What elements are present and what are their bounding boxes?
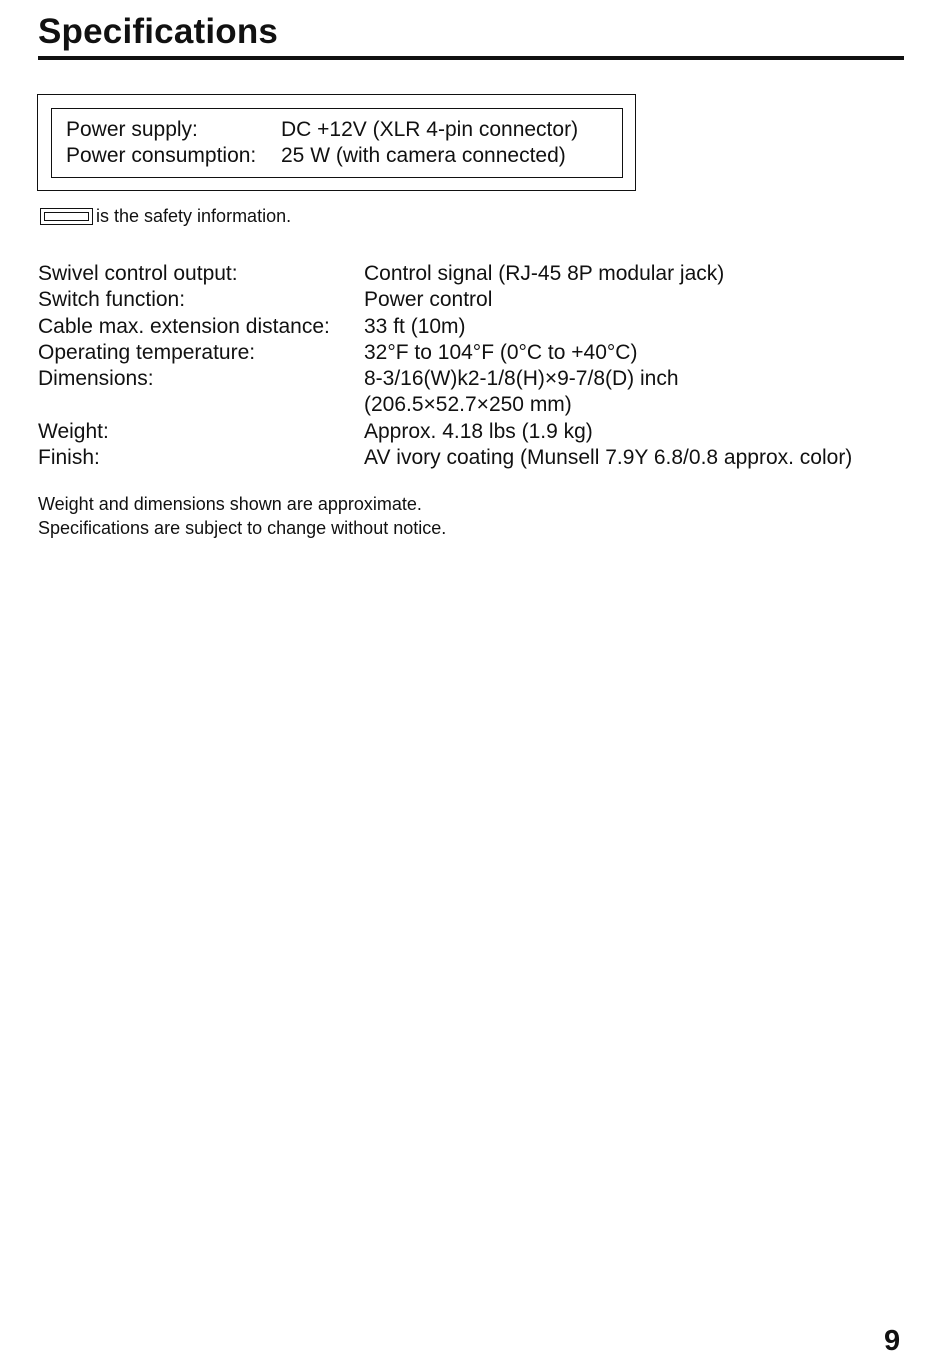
spec-value: 33 ft (10m): [364, 314, 466, 338]
spec-row: [38, 287, 852, 313]
footnote: Weight and dimensions shown are approximate.: [38, 494, 422, 514]
safety-legend: [40, 205, 291, 227]
spec-label: Operating temperature:: [38, 340, 256, 364]
safety-row: [66, 117, 578, 143]
spec-label: Power supply:: [66, 118, 198, 141]
spec-label: Finish:: [38, 446, 100, 470]
title-divider: [38, 56, 904, 60]
page-title: Specifications: [38, 12, 279, 51]
spec-table: [38, 261, 852, 471]
spec-row: [38, 392, 852, 418]
spec-value: 25 W (with camera connected): [281, 144, 566, 167]
spec-label: Power consumption:: [66, 144, 257, 167]
spec-value: Approx. 4.18 lbs (1.9 kg): [364, 419, 593, 443]
legend-text: is the safety information.: [96, 205, 292, 226]
spec-row: [38, 445, 852, 471]
spec-label: Switch function:: [38, 288, 186, 312]
footnotes: [38, 492, 446, 540]
spec-row: [38, 366, 852, 392]
footnote: Specifications are subject to change without notice.: [38, 518, 447, 538]
spec-value: AV ivory coating (Munsell 7.9Y 6.8/0.8 approx. color): [364, 446, 853, 470]
safety-spec-table: [66, 117, 578, 169]
safety-info-box: [37, 94, 636, 191]
safety-row: [66, 143, 578, 169]
spec-label: [38, 392, 364, 418]
spec-label: Weight:: [38, 419, 109, 443]
page-number: 9: [884, 1325, 901, 1357]
spec-value: 32°F to 104°F (0°C to +40°C): [364, 340, 638, 364]
safety-box-symbol-icon: [40, 208, 93, 225]
spec-row: [38, 419, 852, 445]
spec-row: [38, 261, 852, 287]
spec-value: Control signal (RJ-45 8P modular jack): [364, 262, 725, 285]
spec-row: [38, 314, 852, 340]
spec-label: Swivel control output:: [38, 262, 238, 285]
spec-value: (206.5×52.7×250 mm): [364, 393, 572, 417]
spec-value: DC +12V (XLR 4-pin connector): [281, 118, 579, 141]
spec-label: Cable max. extension distance:: [38, 314, 330, 338]
spec-row: [38, 340, 852, 366]
spec-value: Power control: [364, 288, 493, 312]
safety-info-inner-frame: [51, 108, 623, 178]
spec-label: Dimensions:: [38, 367, 154, 391]
spec-value: 8-3/16(W)k2-1/8(H)×9-7/8(D) inch: [364, 367, 679, 391]
